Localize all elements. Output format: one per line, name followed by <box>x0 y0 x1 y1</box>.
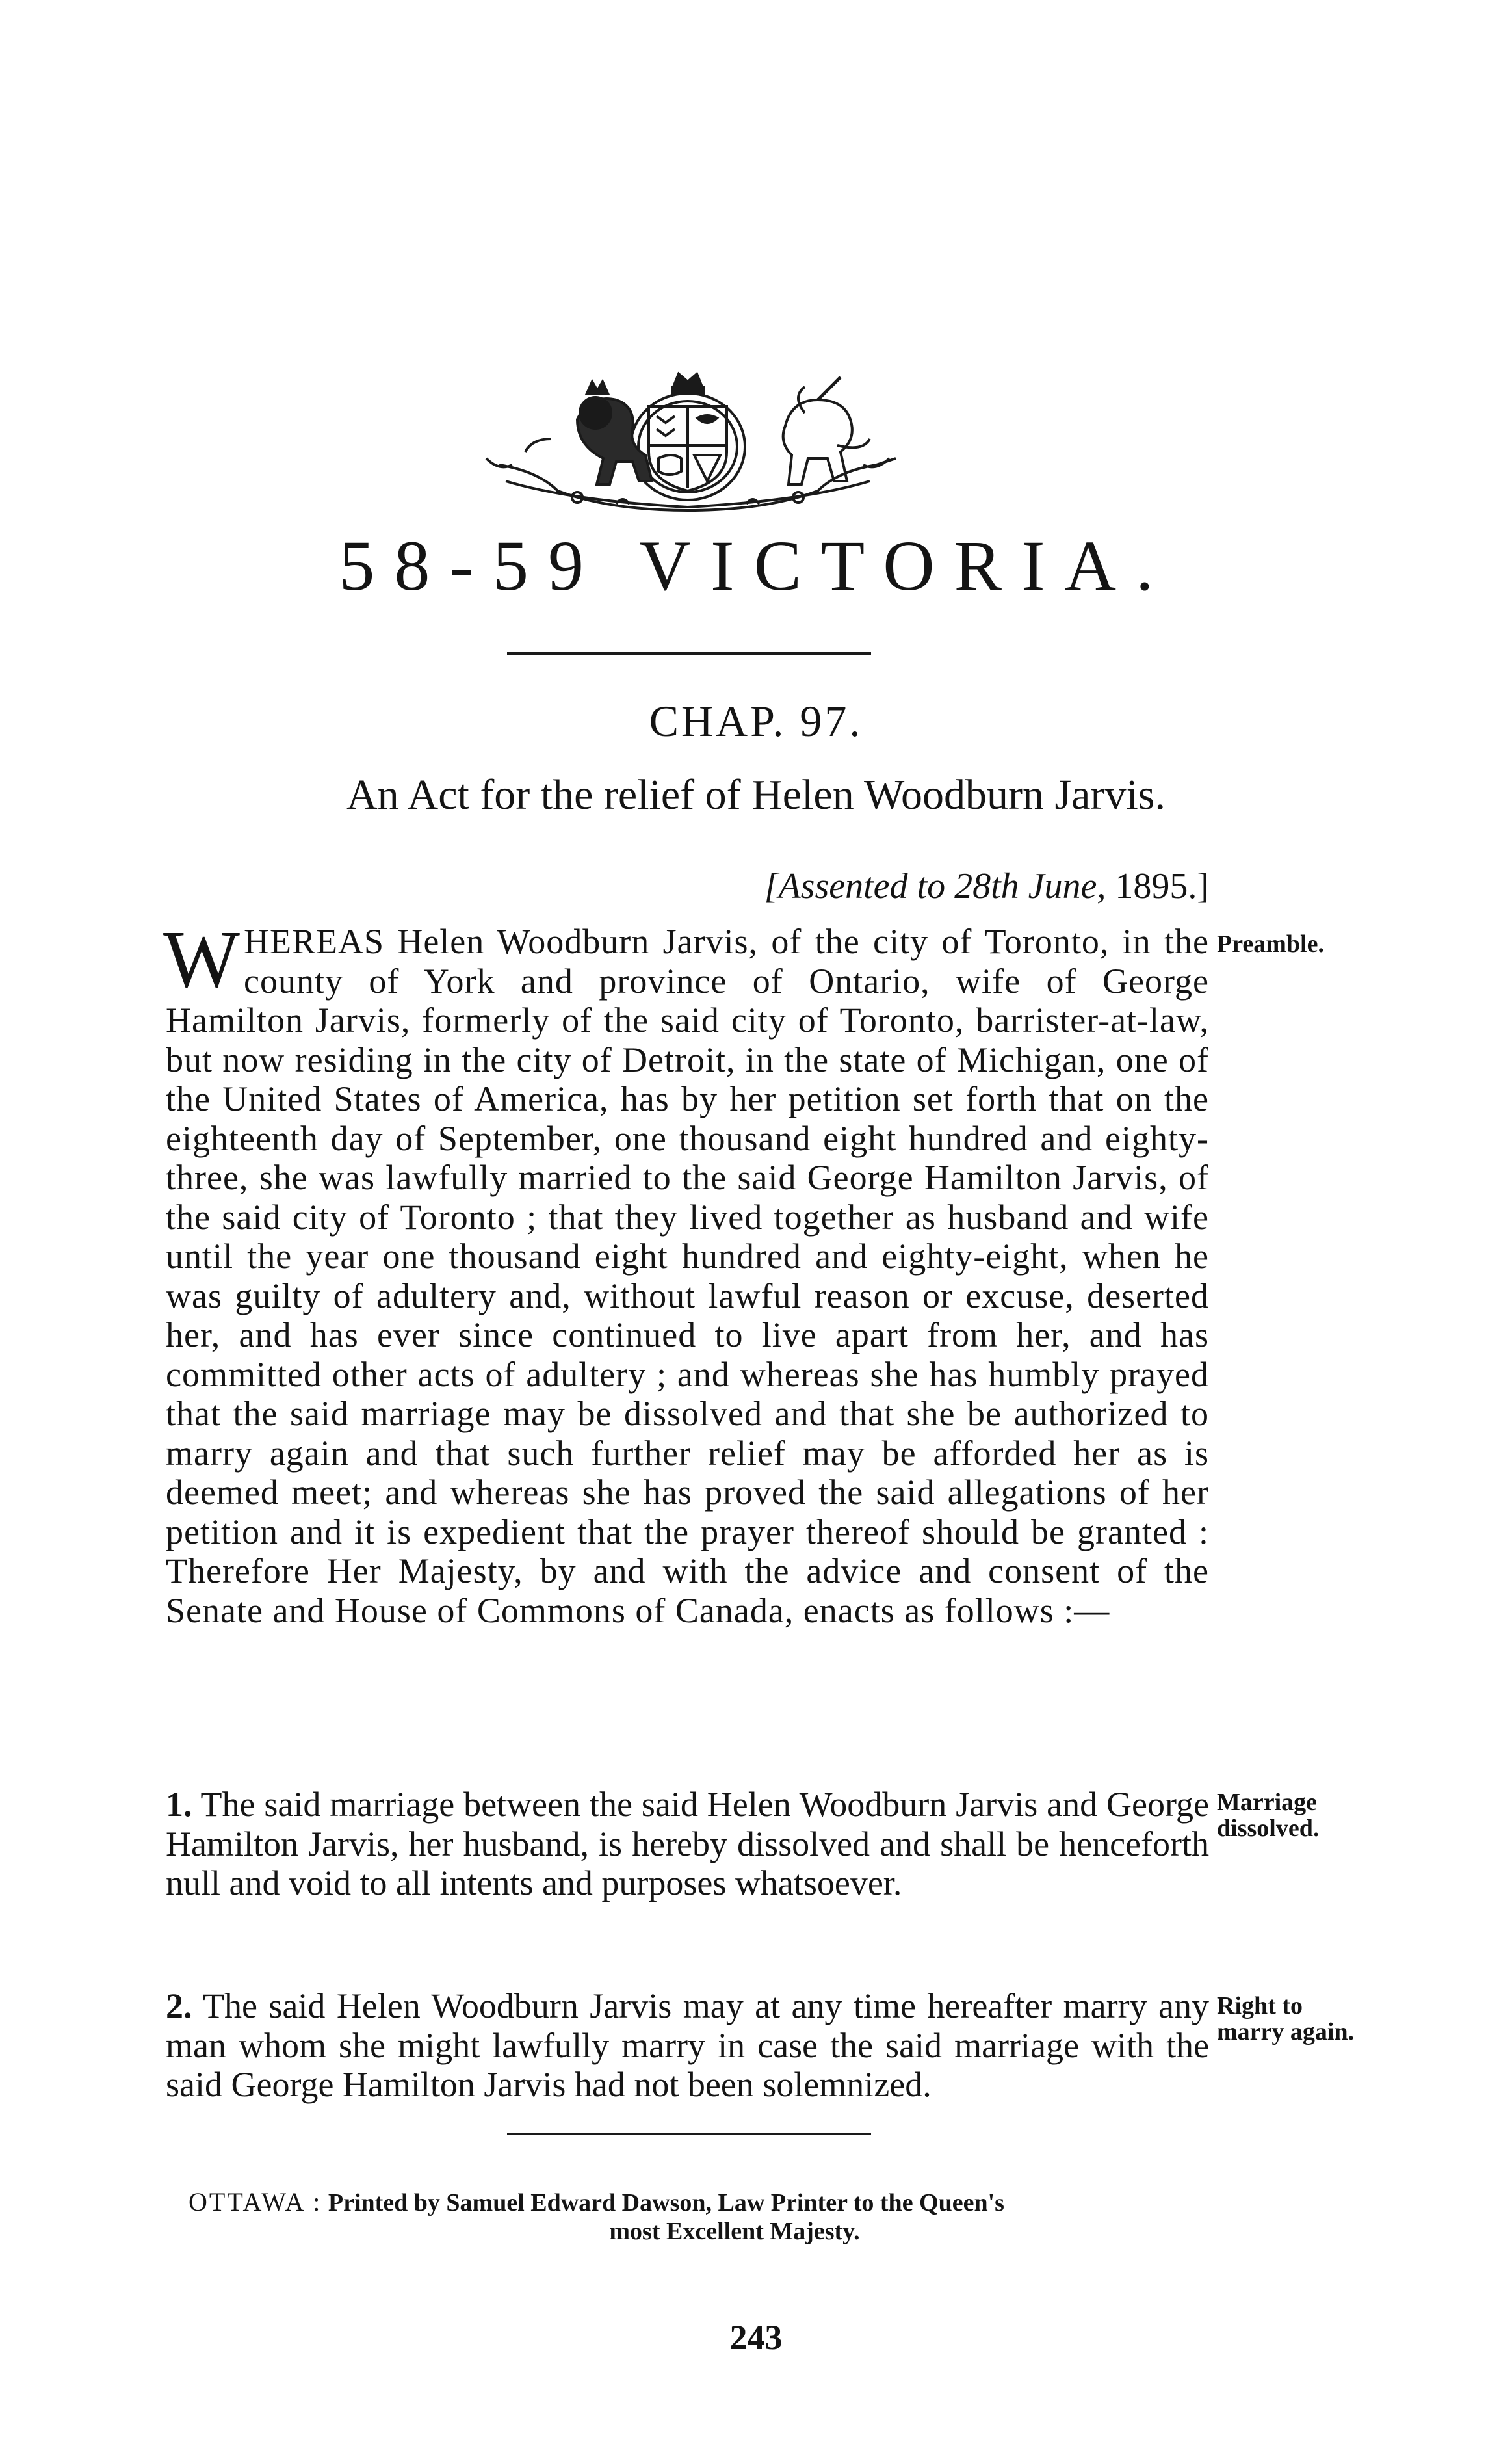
section-text: The said Helen Woodburn Jarvis may at any time hereafter marry any man whom she might lawfully marry in case the said marriage with the said George Hamilton Jarvis had not been solemnized. <box>166 1986 1209 2104</box>
printer-imprint <box>189 2188 1242 2246</box>
regnal-year-heading: 58-59 VICTORIA. <box>339 526 1173 605</box>
assent-prefix: [Assented to 28th June, <box>764 866 1106 906</box>
chapter-number: CHAP. 97. <box>649 696 863 746</box>
royal-coat-of-arms-icon <box>421 367 954 523</box>
margin-note-right-to-marry: Right to marry again. <box>1217 1992 1355 2045</box>
assent-year: 1895.] <box>1115 866 1209 906</box>
imprint-printer-line2: most Excellent Majesty. <box>609 2218 860 2245</box>
page-number: 243 <box>729 2318 783 2357</box>
drop-cap: W <box>163 915 240 1005</box>
margin-note-preamble: Preamble. <box>1217 930 1324 958</box>
section-text: The said marriage between the said Helen Woodburn Jarvis and George Hamilton Jarvis, her husband, is hereby dissolved and shall be henceforth null and void to all intents and purposes whatsoever. <box>166 1785 1209 1902</box>
divider-rule <box>507 652 871 655</box>
margin-note-marriage-dissolved: Marriage dissolved. <box>1217 1789 1320 1842</box>
assent-date <box>663 868 1209 904</box>
preamble-paragraph <box>163 915 1209 1630</box>
section-2 <box>166 1986 1209 2105</box>
section-number: 1. <box>166 1785 192 1824</box>
section-number: 2. <box>166 1986 192 2025</box>
imprint-place: OTTAWA : <box>189 2187 322 2216</box>
divider-rule <box>507 2133 871 2135</box>
section-1 <box>166 1785 1209 1903</box>
act-title: An Act for the relief of Helen Woodburn Jarvis. <box>346 771 1166 819</box>
imprint-printer: Printed by Samuel Edward Dawson, Law Printer to the Queen's <box>328 2189 1004 2216</box>
preamble-text: HEREAS Helen Woodburn Jarvis, of the city of Toronto, in the county of York and province of Ontario, wife of George Hamilton Jarvis, formerly of the said city of Toronto, barrister-at-law, but now residing in the city of Detroit, in the state of Michigan, one of the United States of America, has by her petition set forth that on the eighteenth day of September, one thousand eight hundred and eighty-three, she was lawfully married to the said George Hamilton Jarvis, of the said city of Toronto ; that they lived together as husband and wife until the year one thousand eight hundred and eighty-eight, when he was guilty of adultery and, without lawful reason or excuse, deserted her, and has ever since continued to live apart from her, and has committed other acts of adultery ; and whereas she has humbly prayed that the said marriage may be dissolved and that she be authorized to marry again and that such further relief may be afforded her as is deemed meet; and whereas she has proved the said allegations of her petition and it is expedient that the prayer thereof should be granted : Therefore Her Majesty, by and with the advice and consent of the Senate and House of Commons of Canada, enacts as follows :— <box>166 922 1209 1630</box>
